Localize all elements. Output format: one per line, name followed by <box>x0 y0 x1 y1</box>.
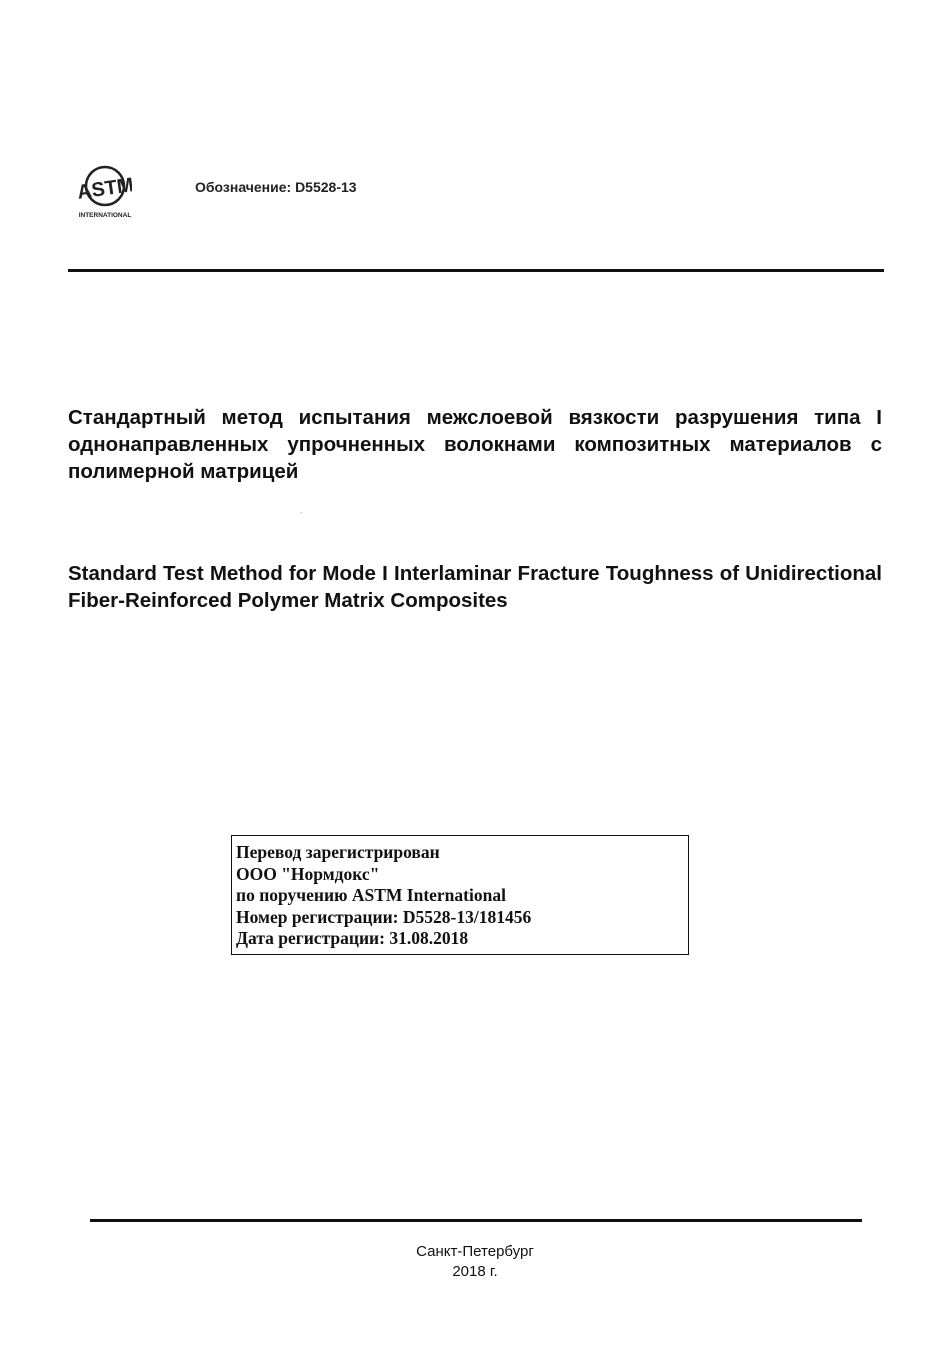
registration-box <box>231 835 689 955</box>
registration-line: Дата регистрации: 31.08.2018 <box>236 928 469 948</box>
registration-line: по поручению ASTM International <box>236 885 506 905</box>
svg-text:INTERNATIONAL: INTERNATIONAL <box>78 212 132 219</box>
top-divider <box>68 269 884 272</box>
title-english: Standard Test Method for Mode I Interlaminar Fracture Toughness of Unidirectional Fiber-Reinforced Polymer Matrix Composites <box>68 562 882 612</box>
registration-line: Номер регистрации: D5528-13/181456 <box>236 906 532 927</box>
designation: Обозначение: D5528-13 <box>195 179 357 195</box>
registration-line: ООО "Нормдокс" <box>236 863 380 884</box>
title-russian: Стандартный метод испытания межслоевой вязкости разрушения типа I однонаправленных упрочненных волокнами композитных материалов с полимерной матрицей <box>68 406 882 483</box>
separator-mark: - <box>300 508 303 517</box>
registration-line: Перевод зарегистрирован <box>236 842 440 862</box>
footer-city: Санкт-Петербург <box>416 1243 534 1260</box>
svg-text:ASTM: ASTM <box>78 174 132 204</box>
footer-year: 2018 г. <box>452 1263 498 1280</box>
astm-logo-icon <box>78 164 132 222</box>
bottom-divider <box>90 1219 862 1222</box>
